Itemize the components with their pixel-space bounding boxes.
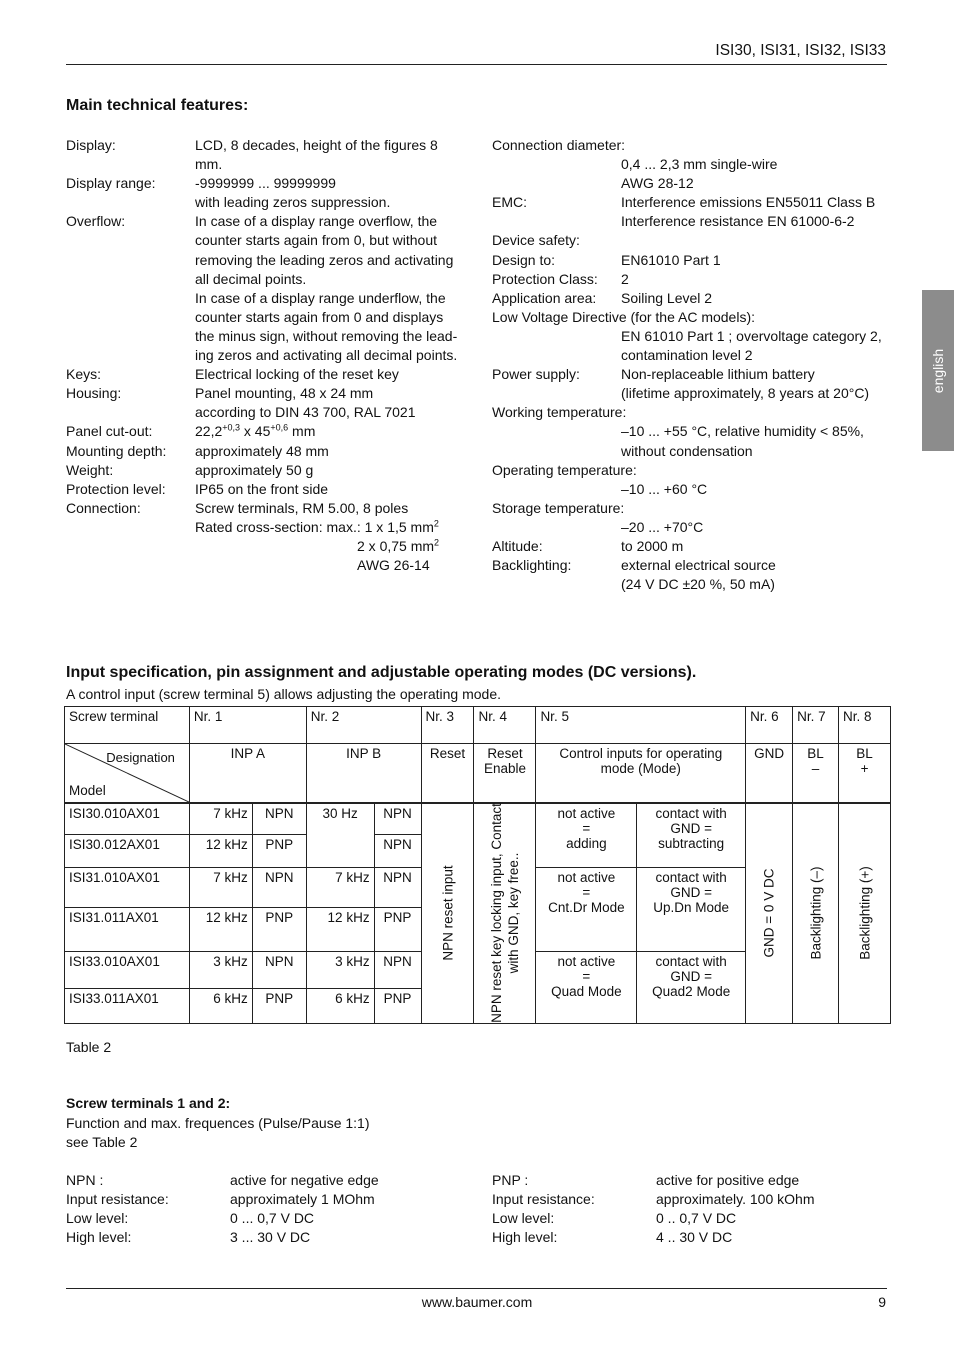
spec-row	[492, 384, 892, 403]
main-features-heading: Main technical features:	[66, 97, 249, 114]
spec-value: $22,2^{+0,3}$ x $45^{+0,6}$ mm	[195, 422, 316, 440]
spec-label	[66, 327, 195, 346]
spec-row	[492, 231, 892, 250]
table-cell: Nr. 1	[189, 707, 306, 744]
table-cell: contact with GND = Quad2 Mode	[637, 951, 746, 1023]
spec-value: Soiling Level 2	[621, 289, 713, 306]
input-spec-heading: Input specification, pin assignment and adjustable operating modes (DC versions).	[66, 664, 697, 681]
spec-value: according to DIN 43 700, RAL 7021	[195, 404, 416, 421]
spec-value: Interference emissions EN55011 Class B	[621, 194, 876, 211]
spec-row	[66, 289, 466, 308]
table-cell: 7 kHz	[306, 867, 374, 907]
table-cell: Nr. 8	[839, 707, 891, 744]
spec-label: Keys:	[66, 366, 102, 383]
spec-label	[66, 403, 195, 422]
spec-value: the minus sign, without removing the lead-	[195, 327, 458, 344]
spec-value: to 2000 m	[621, 537, 684, 554]
spec-label: Operating temperature:	[492, 461, 637, 478]
spec-label: Housing:	[66, 385, 122, 402]
table-cell: 12 kHz	[189, 907, 252, 951]
table-cell: contact with GND = Up.Dn Mode	[637, 867, 746, 951]
spec-row	[492, 575, 892, 594]
table-cell: ISI33.010AX01	[65, 951, 190, 988]
spec-label	[492, 575, 621, 594]
table-cell: ISI33.011AX01	[65, 988, 190, 1023]
table-cell: NPN	[374, 951, 421, 988]
table-cell: Nr. 4	[474, 707, 536, 744]
spec-row	[66, 193, 466, 212]
spec-row	[492, 537, 892, 556]
spec-row	[492, 1171, 892, 1190]
spec-row	[66, 212, 466, 231]
spec-label: High level:	[66, 1229, 132, 1246]
table-cell: Backlighting (+)	[839, 803, 891, 1023]
header-model-list: ISI30, ISI31, ISI32, ISI33	[715, 42, 886, 59]
spec-label: High level:	[492, 1229, 558, 1246]
spec-value: AWG 28-12	[621, 175, 694, 192]
table-cell: PNP	[252, 907, 306, 951]
spec-value: approximately 50 g	[195, 461, 314, 478]
table-cell: Screw terminal	[65, 707, 190, 744]
spec-label: Working temperature:	[492, 404, 627, 421]
spec-label	[492, 346, 621, 365]
spec-row	[492, 1209, 892, 1228]
spec-label: Design to:	[492, 251, 556, 268]
spec-label: Input resistance:	[66, 1191, 169, 1208]
table-cell: 3 kHz	[306, 951, 374, 988]
pin-assignment-table	[64, 706, 891, 1024]
spec-value: approximately 1 MOhm	[230, 1191, 375, 1208]
spec-label	[66, 251, 195, 270]
spec-label	[492, 155, 621, 174]
spec-row	[492, 270, 892, 289]
spec-value: Panel mounting, 48 x 24 mm	[195, 385, 374, 402]
spec-value: counter starts again from 0, but without	[195, 232, 438, 249]
spec-value: contamination level 2	[621, 347, 753, 364]
spec-label: EMC:	[492, 194, 527, 211]
spec-label: Display range:	[66, 175, 156, 192]
spec-value: –10 ... +55 °C, relative humidity < 85%,	[621, 423, 864, 440]
spec-label: Backlighting:	[492, 557, 572, 574]
screw-terminals-text: Function and max. frequences (Pulse/Pause 1:1) see Table 2	[66, 1115, 370, 1151]
spec-value: 0 ... 0,7 V DC	[230, 1210, 315, 1227]
table-row	[65, 803, 891, 834]
spec-value: 0 .. 0,7 V DC	[656, 1210, 737, 1227]
table-cell: BL –	[793, 744, 839, 804]
spec-row	[492, 155, 892, 174]
page-number: 9	[878, 1294, 886, 1310]
table-cell: PNP	[252, 834, 306, 867]
spec-row	[492, 365, 892, 384]
table-cell: 3 kHz	[189, 951, 252, 988]
spec-row	[492, 289, 892, 308]
spec-row	[492, 1228, 892, 1247]
spec-label	[492, 422, 621, 441]
table-cell: NPN	[252, 803, 306, 834]
spec-label: Input resistance:	[492, 1191, 595, 1208]
spec-row	[66, 403, 466, 422]
spec-label	[492, 327, 621, 346]
spec-label: Altitude:	[492, 537, 543, 554]
spec-row	[492, 174, 892, 193]
spec-value: without condensation	[621, 442, 753, 459]
spec-row	[66, 231, 466, 250]
table-cell: GND	[746, 744, 793, 804]
table-cell: contact with GND = subtracting	[637, 803, 746, 867]
table-cell: Control inputs for operating mode (Mode)	[536, 744, 746, 804]
spec-row	[492, 308, 892, 327]
spec-label	[492, 518, 621, 537]
spec-row	[66, 1190, 466, 1209]
spec-label: NPN :	[66, 1172, 104, 1188]
spec-row	[66, 480, 466, 499]
spec-value: active for positive edge	[656, 1172, 800, 1188]
table-cell: not active = adding	[536, 803, 637, 867]
spec-value: Rated cross-section: max.: 1 x 1,5 $mm^2$	[195, 518, 439, 535]
spec-value: 2	[621, 270, 629, 287]
table-cell: BL +	[839, 744, 891, 804]
spec-label	[66, 308, 195, 327]
spec-label	[66, 231, 195, 250]
spec-row	[66, 365, 466, 384]
pnp-spec-block	[492, 1171, 892, 1247]
spec-label: Connection diameter:	[492, 137, 626, 153]
table-cell: Backlighting (–)	[793, 803, 839, 1023]
spec-row	[492, 422, 892, 441]
spec-row	[66, 346, 466, 365]
spec-row	[492, 327, 892, 346]
spec-row	[492, 346, 892, 365]
spec-value: (lifetime approximately, 8 years at 20°C)	[621, 385, 870, 402]
table-cell: Nr. 2	[306, 707, 421, 744]
spec-row	[66, 1228, 466, 1247]
spec-value: Screw terminals, RM 5.00, 8 poles	[195, 499, 409, 516]
spec-row	[492, 193, 892, 212]
table-cell: 7 kHz	[189, 803, 252, 834]
table-caption: Table 2	[66, 1039, 112, 1055]
spec-row	[66, 384, 466, 403]
spec-value: In case of a display range overflow, the	[195, 213, 438, 230]
spec-left-column	[66, 136, 466, 575]
spec-label: Power supply:	[492, 366, 580, 383]
table-cell: INP A	[189, 744, 306, 804]
table-cell: 30 Hz	[306, 803, 374, 867]
table-cell: ISI31.011AX01	[65, 907, 190, 951]
designation-label: Designation	[106, 750, 175, 765]
spec-label	[492, 442, 621, 461]
spec-row	[66, 1209, 466, 1228]
designation-model-cell	[65, 744, 190, 804]
table-cell: NPN reset input	[421, 803, 474, 1023]
screw-terminals-heading: Screw terminals 1 and 2:	[66, 1095, 231, 1111]
table-cell: NPN	[252, 867, 306, 907]
spec-row	[492, 1190, 892, 1209]
table-cell: Reset	[421, 744, 474, 804]
spec-value: all decimal points.	[195, 270, 307, 287]
header-divider	[66, 64, 887, 65]
spec-value: external electrical source	[621, 557, 776, 574]
spec-value: Electrical locking of the reset key	[195, 366, 399, 383]
spec-row	[66, 308, 466, 327]
table-cell: PNP	[374, 988, 421, 1023]
spec-value: 4 .. 30 V DC	[656, 1229, 733, 1246]
table-cell: Nr. 5	[536, 707, 746, 744]
table-cell: GND = 0 V DC	[746, 803, 793, 1023]
spec-value: LCD, 8 decades, height of the figures 8 mm.	[195, 137, 438, 173]
spec-row	[66, 442, 466, 461]
spec-label	[66, 193, 195, 212]
table-cell: 12 kHz	[306, 907, 374, 951]
table-cell: PNP	[252, 988, 306, 1023]
table-cell: Nr. 3	[421, 707, 474, 744]
spec-value: counter starts again from 0 and displays	[195, 308, 444, 325]
table-cell: ISI30.010AX01	[65, 803, 190, 834]
spec-value: ing zeros and activating all decimal points.	[195, 347, 458, 364]
spec-value: (24 V DC ±20 %, 50 mA)	[621, 576, 775, 593]
spec-label: Overflow:	[66, 213, 126, 230]
table-cell: Reset Enable	[474, 744, 536, 804]
table-cell: 6 kHz	[306, 988, 374, 1023]
spec-row	[66, 1171, 466, 1190]
table-cell: ISI31.010AX01	[65, 867, 190, 907]
spec-label	[492, 212, 621, 231]
table-cell: ISI30.012AX01	[65, 834, 190, 867]
spec-value: Non-replaceable lithium battery	[621, 366, 815, 383]
spec-row	[66, 270, 466, 289]
spec-label	[66, 289, 195, 308]
spec-value: EN61010 Part 1	[621, 251, 721, 268]
spec-label	[492, 174, 621, 193]
spec-label: Low Voltage Directive (for the AC models):	[492, 308, 756, 325]
spec-value: with leading zeros suppression.	[195, 194, 391, 211]
language-tab[interactable]	[922, 290, 954, 451]
spec-row	[492, 556, 892, 575]
spec-row-cross-section	[66, 518, 466, 537]
table-cell: Nr. 6	[746, 707, 793, 744]
spec-value: EN 61010 Part 1 ; overvoltage category 2,	[621, 327, 882, 344]
spec-value: AWG 26-14	[357, 557, 430, 574]
spec-label: Low level:	[66, 1210, 129, 1227]
spec-label: Application area:	[492, 289, 597, 306]
table-row	[65, 707, 891, 744]
spec-row-cutout	[66, 422, 466, 441]
footer-website-link[interactable]: www.baumer.com	[421, 1294, 533, 1310]
spec-label	[66, 346, 195, 365]
spec-label	[492, 480, 621, 499]
spec-value: In case of a display range underflow, the	[195, 289, 446, 306]
table-row	[65, 744, 891, 804]
spec-value: -9999999 ... 99999999	[195, 175, 336, 192]
table-cell: PNP	[374, 907, 421, 951]
spec-value: approximately 48 mm	[195, 442, 329, 459]
spec-label	[492, 384, 621, 403]
table-cell: NPN	[374, 803, 421, 834]
spec-row	[66, 251, 466, 270]
spec-label: Connection:	[66, 499, 141, 516]
npn-spec-block	[66, 1171, 466, 1247]
table-cell: not active = Cnt.Dr Mode	[536, 867, 637, 951]
spec-label: Panel cut-out:	[66, 423, 153, 440]
spec-value: 2 x 0,75 $mm^2$	[357, 537, 440, 554]
spec-row	[66, 499, 466, 518]
spec-value: IP65 on the front side	[195, 480, 329, 497]
spec-row	[492, 251, 892, 270]
table-cell: NPN	[374, 867, 421, 907]
model-label: Model	[69, 783, 106, 798]
spec-row	[492, 461, 892, 480]
spec-value: removing the leading zeros and activating	[195, 251, 454, 268]
spec-value: Interference resistance EN 61000-6-2	[621, 213, 855, 230]
spec-value: approximately. 100 kOhm	[656, 1191, 815, 1208]
table-cell: 6 kHz	[189, 988, 252, 1023]
table-cell: Nr. 7	[793, 707, 839, 744]
table-cell: not active = Quad Mode	[536, 951, 637, 1023]
table-cell: 7 kHz	[189, 867, 252, 907]
spec-label: Device safety:	[492, 232, 580, 249]
spec-label: Protection Class:	[492, 270, 598, 287]
spec-row	[492, 518, 892, 537]
spec-value: active for negative edge	[230, 1172, 379, 1188]
spec-label: Mounting depth:	[66, 442, 167, 459]
input-spec-intro: A control input (screw terminal 5) allows adjusting the operating mode.	[66, 686, 501, 702]
spec-label: Display:	[66, 137, 116, 153]
spec-row	[492, 136, 892, 155]
spec-row	[66, 136, 466, 174]
table-cell: 12 kHz	[189, 834, 252, 867]
spec-label: Weight:	[66, 461, 114, 478]
spec-row	[66, 461, 466, 480]
spec-value: –10 ... +60 °C	[621, 480, 708, 497]
spec-label: Storage temperature:	[492, 499, 625, 516]
spec-row	[492, 480, 892, 499]
table-cell: INP B	[306, 744, 421, 804]
spec-row	[492, 499, 892, 518]
spec-row	[66, 174, 466, 193]
spec-label: PNP :	[492, 1172, 529, 1188]
table-cell: NPN	[374, 834, 421, 867]
spec-row	[66, 327, 466, 346]
spec-row	[492, 212, 892, 231]
spec-value: 3 ... 30 V DC	[230, 1229, 311, 1246]
spec-label: Protection level:	[66, 480, 166, 497]
spec-row	[492, 403, 892, 422]
table-cell: NPN	[252, 951, 306, 988]
spec-label	[66, 270, 195, 289]
language-tab-label: english	[930, 348, 946, 393]
table-cell: NPN reset key locking input, Contact with GND, key free..	[474, 803, 536, 1023]
spec-value: –20 ... +70°C	[621, 518, 704, 535]
spec-label: Low level:	[492, 1210, 555, 1227]
spec-value: 0,4 ... 2,3 mm single-wire	[621, 156, 778, 173]
spec-value	[621, 231, 892, 250]
spec-right-column	[492, 136, 892, 594]
footer-divider	[66, 1288, 887, 1289]
spec-row	[492, 442, 892, 461]
